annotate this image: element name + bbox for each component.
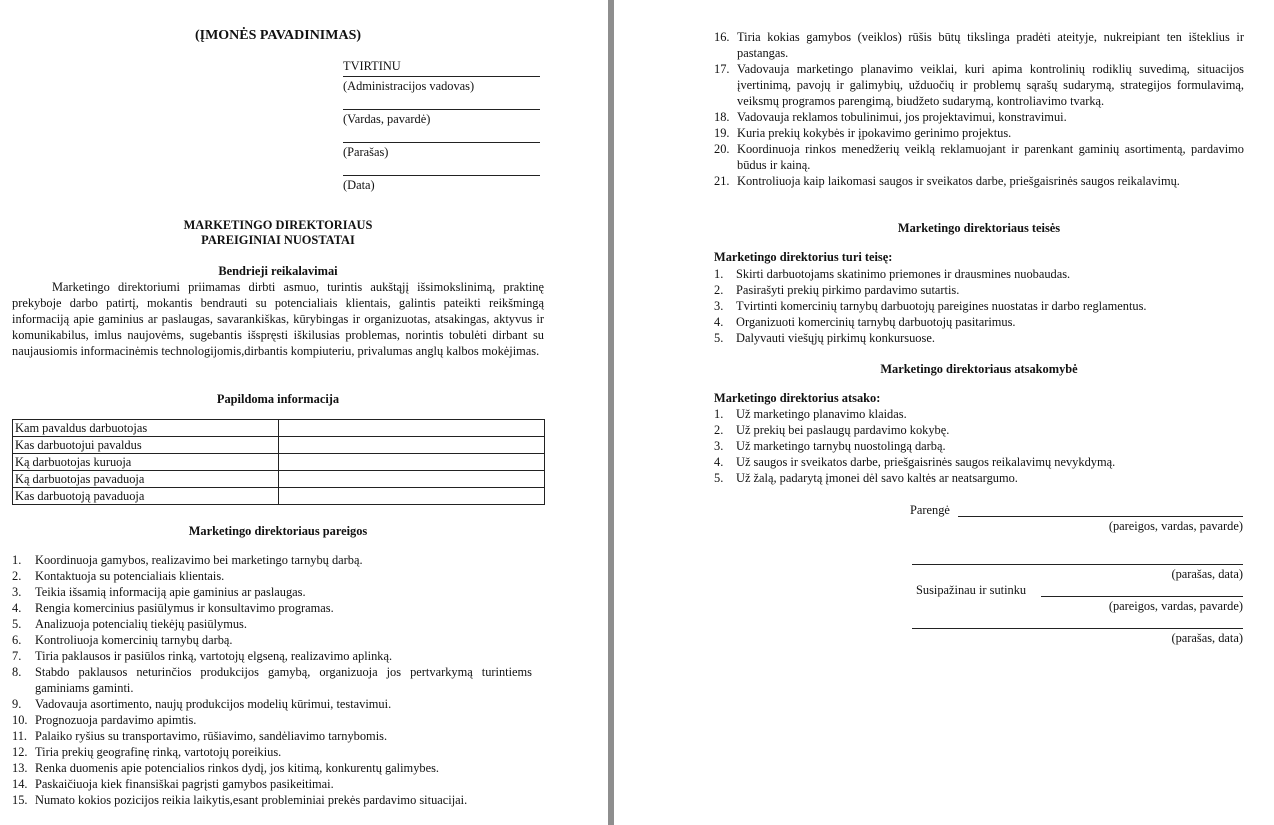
table-cell-value[interactable] — [279, 488, 545, 505]
list-item — [12, 664, 532, 696]
general-requirements-heading: Bendrieji reikalavimai — [218, 264, 338, 278]
table-cell-label: Kam pavaldus darbuotojas — [13, 420, 279, 437]
list-item — [714, 141, 1244, 173]
list-item-text: Tvirtinti komercinių tarnybų darbuotojų pareigines nuostatas ir darbo reglamentus. — [736, 299, 1147, 313]
extra-info-heading: Papildoma informacija — [216, 392, 340, 406]
list-item-text: Rengia komercinius pasiūlymus ir konsultavimo programas. — [35, 601, 334, 615]
list-item-text: Tiria prekių geografinę rinką, vartotojų poreikius. — [35, 745, 282, 759]
list-item-number: 4. — [12, 601, 22, 615]
list-item — [12, 584, 532, 600]
list-item — [12, 728, 532, 744]
list-item — [714, 109, 1244, 125]
duties-list-left — [12, 552, 532, 808]
list-item-text: Už saugos ir sveikatos darbe, priešgaisrinės saugos reikalavimų nevykdymą. — [736, 455, 1116, 469]
list-item-text: Vadovauja marketingo planavimo veiklai, kuri apima kontrolinių rodiklių suvedimą, situacijos įvertinimą, pavojų ir galimybių, užduočių ir problemų sąrašų sudarymą, strategijos formulavimą, veiksmų programos parengimą, biudžeto sudarymą, kontroliavimo tvarką. — [737, 62, 1244, 108]
company-name: (ĮMONĖS PAVADINIMAS) — [194, 28, 362, 43]
rights-subheading: Marketingo direktorius turi teisę: — [714, 250, 893, 264]
list-item-text: Koordinuoja gamybos, realizavimo bei marketingo tarnybų darbą. — [35, 553, 363, 567]
list-item — [12, 744, 532, 760]
list-item — [12, 792, 532, 808]
list-item — [714, 173, 1244, 189]
approval-field-date: (Data) — [343, 178, 375, 192]
list-item — [12, 776, 532, 792]
signature-line-row — [910, 614, 1243, 630]
list-item — [714, 29, 1244, 61]
table-cell-label: Kas darbuotoją pavaduoja — [13, 488, 279, 505]
list-item-number: 5. — [12, 617, 22, 631]
approval-field-signature: (Parašas) — [343, 145, 389, 159]
responsibility-heading: Marketingo direktoriaus atsakomybė — [880, 362, 1078, 376]
table-cell-value[interactable] — [279, 471, 545, 488]
list-item-number: 5. — [714, 471, 724, 485]
list-item-text: Renka duomenis apie potencialios rinkos dydį, jos kitimą, konkurentų galimybes. — [35, 761, 440, 775]
table-cell-value[interactable] — [279, 420, 545, 437]
signature-line — [958, 516, 1243, 517]
list-item — [714, 266, 1244, 282]
list-item-text: Už žalą, padarytą įmonei dėl savo kaltės ar neatsargumo. — [736, 471, 1018, 485]
list-item-text: Kontroliuoja kaip laikomasi saugos ir sveikatos darbe, priešgaisrinės saugos reikalavimų. — [737, 174, 1180, 188]
general-requirements-section — [12, 263, 544, 359]
table-row — [13, 437, 545, 454]
extra-info-table — [12, 419, 545, 505]
approval-tvirtinu: TVIRTINU — [343, 59, 401, 73]
caption-signature: (parašas, data) — [1171, 631, 1243, 645]
list-item-number: 8. — [12, 665, 22, 679]
caption-position: (pareigos, vardas, pavarde) — [1108, 599, 1243, 613]
list-item-number: 2. — [714, 423, 724, 437]
list-item-number: 3. — [714, 299, 724, 313]
list-item-number: 19. — [714, 126, 730, 140]
list-item-text: Vadovauja asortimento, naujų produkcijos modelių kūrimui, testavimui. — [35, 697, 392, 711]
signature-line — [1041, 596, 1243, 597]
list-item — [714, 282, 1244, 298]
list-item — [12, 616, 532, 632]
duties-list-right — [714, 29, 1244, 189]
list-item — [714, 298, 1244, 314]
caption-position: (pareigos, vardas, pavarde) — [1108, 519, 1243, 533]
general-requirements-text: Marketingo direktoriumi priimamas dirbti asmuo, turintis aukštąjį išsimokslinimą, praktinę prekyboje darbo patirtį, mokantis bendrauti su potencialiais klientais, galintis pateikti reikšmingą informaciją apie gaminius ar paslaugas, savarankiškas, kūrybingas ir organizuotas, atsakingas, aktyvus ir komunikabilus, imlus naujovėms, sugebantis išspręsti iškilusias problemas, norintis tobulėti dirbant su naujausiomis informacinėmis technologijomis,dirbantis kompiuteriu, privalumas anglų kalbos mokėjimas. — [12, 280, 544, 358]
list-item-number: 14. — [12, 777, 28, 791]
table-cell-value[interactable] — [279, 437, 545, 454]
list-item-number: 1. — [714, 267, 724, 281]
signature-line — [912, 628, 1243, 629]
list-item-text: Vadovauja reklamos tobulinimui, jos projektavimui, konstravimui. — [737, 110, 1067, 124]
list-item — [12, 712, 532, 728]
list-item-number: 4. — [714, 455, 724, 469]
list-item-text: Organizuoti komercinių tarnybų darbuotojų pasitarimus. — [736, 315, 1016, 329]
list-item-text: Už marketingo tarnybų nuostolingą darbą. — [736, 439, 946, 453]
list-item-text: Kuria prekių kokybės ir įpokavimo gerinimo projektus. — [737, 126, 1012, 140]
list-item-text: Tiria paklausos ir pasiūlos rinką, vartotojų elgseną, realizavimo aplinką. — [35, 649, 393, 663]
table-cell-label: Kas darbuotojui pavaldus — [13, 437, 279, 454]
list-item — [714, 438, 1244, 454]
table-cell-label: Ką darbuotojas kuruoja — [13, 454, 279, 471]
list-item-number: 21. — [714, 174, 730, 188]
table-row — [13, 454, 545, 471]
list-item-text: Paskaičiuoja kiek finansiškai pagrįsti gamybos pasikeitimai. — [35, 777, 334, 791]
list-item-text: Palaiko ryšius su transportavimo, rūšiavimo, sandėliavimo tarnybomis. — [35, 729, 388, 743]
prepared-label: Parengė — [910, 503, 950, 517]
list-item — [12, 648, 532, 664]
responsibility-list — [714, 406, 1244, 486]
list-item — [714, 314, 1244, 330]
document-title-line1: MARKETINGO DIREKTORIAUS — [183, 218, 373, 232]
table-row — [13, 420, 545, 437]
list-item — [12, 568, 532, 584]
approval-block — [343, 58, 540, 208]
list-item-text: Stabdo paklausos neturinčios produkcijos gamybą, organizuoja jos pertvarkymą turintiems gaminiams gaminti. — [35, 665, 532, 695]
approval-field-name: (Vardas, pavardė) — [343, 112, 431, 126]
list-item — [12, 696, 532, 712]
acknowledged-row — [910, 582, 1243, 598]
caption-signature: (parašas, data) — [1171, 567, 1243, 581]
responsibility-subheading: Marketingo direktorius atsako: — [714, 391, 881, 405]
list-item — [714, 406, 1244, 422]
table-cell-label: Ką darbuotojas pavaduoja — [13, 471, 279, 488]
list-item — [714, 422, 1244, 438]
list-item-text: Už prekių bei paslaugų pardavimo kokybę. — [736, 423, 950, 437]
prepared-row — [910, 502, 1243, 518]
table-row — [13, 488, 545, 505]
duties-heading: Marketingo direktoriaus pareigos — [188, 524, 368, 538]
list-item-number: 2. — [12, 569, 22, 583]
signature-line — [912, 564, 1243, 565]
approval-field-administration: (Administracijos vadovas) — [343, 79, 475, 93]
rights-heading: Marketingo direktoriaus teisės — [897, 221, 1061, 235]
list-item-number: 13. — [12, 761, 28, 775]
list-item-number: 17. — [714, 62, 730, 76]
list-item-number: 1. — [714, 407, 724, 421]
list-item-number: 5. — [714, 331, 724, 345]
list-item-text: Kontaktuoja su potencialiais klientais. — [35, 569, 225, 583]
document-title-line2: PAREIGINIAI NUOSTATAI — [201, 233, 355, 247]
list-item-text: Numato kokios pozicijos reikia laikytis,esant probleminiai prekės pardavimo situacijai. — [35, 793, 468, 807]
signature-line-row — [910, 550, 1243, 566]
list-item-number: 15. — [12, 793, 28, 807]
list-item-number: 4. — [714, 315, 724, 329]
list-item-number: 12. — [12, 745, 28, 759]
list-item-text: Analizuoja potencialių tiekėjų pasiūlymus. — [35, 617, 247, 631]
list-item-text: Teikia išsamią informaciją apie gaminius ar paslaugas. — [35, 585, 306, 599]
list-item-number: 3. — [714, 439, 724, 453]
list-item-text: Kontroliuoja komercinių tarnybų darbą. — [35, 633, 233, 647]
list-item-number: 9. — [12, 697, 22, 711]
list-item — [714, 61, 1244, 109]
list-item-text: Dalyvauti viešųjų pirkimų konkursuose. — [736, 331, 935, 345]
table-row — [13, 471, 545, 488]
list-item-text: Prognozuoja pardavimo apimtis. — [35, 713, 197, 727]
list-item-number: 10. — [12, 713, 28, 727]
list-item-number: 20. — [714, 142, 730, 156]
list-item-number: 1. — [12, 553, 22, 567]
list-item-number: 6. — [12, 633, 22, 647]
list-item-text: Koordinuoja rinkos menedžerių veiklą reklamuojant ir parenkant gaminių asortimentą, pardavimo būdus ir kainą. — [737, 142, 1244, 172]
list-item — [714, 330, 1244, 346]
list-item-number: 18. — [714, 110, 730, 124]
list-item-text: Tiria kokias gamybos (veiklos) rūšis būtų tikslinga pradėti ateityje, nukreipiant ten išteklius ir pastangas. — [737, 30, 1244, 60]
table-cell-value[interactable] — [279, 454, 545, 471]
list-item-number: 3. — [12, 585, 22, 599]
list-item — [714, 125, 1244, 141]
list-item-text: Už marketingo planavimo klaidas. — [736, 407, 907, 421]
rights-list — [714, 266, 1244, 346]
list-item-number: 16. — [714, 30, 730, 44]
list-item — [12, 552, 532, 568]
list-item — [12, 600, 532, 616]
signature-block — [910, 502, 1243, 646]
list-item-text: Skirti darbuotojams skatinimo priemones ir drausmines nuobaudas. — [736, 267, 1071, 281]
list-item-text: Pasirašyti prekių pirkimo pardavimo sutartis. — [736, 283, 960, 297]
list-item — [12, 632, 532, 648]
list-item — [12, 760, 532, 776]
list-item-number: 7. — [12, 649, 22, 663]
acknowledged-label: Susipažinau ir sutinku — [916, 583, 1027, 597]
list-item-number: 11. — [12, 729, 28, 743]
list-item — [714, 454, 1244, 470]
document-title — [12, 218, 544, 248]
list-item-number: 2. — [714, 283, 724, 297]
list-item — [714, 470, 1244, 486]
